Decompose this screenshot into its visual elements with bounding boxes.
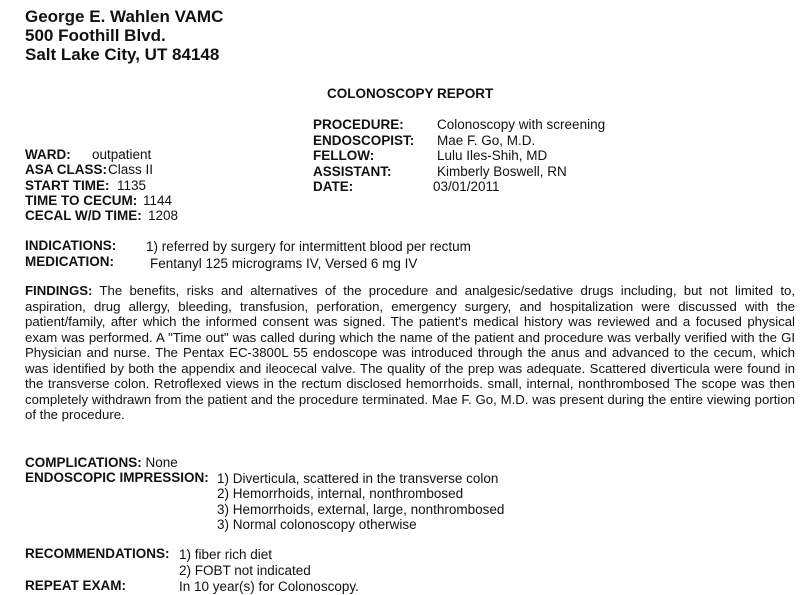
endoscopist-value: Mae F. Go, M.D. [437,133,536,148]
date-value: 03/01/2011 [433,179,500,194]
fellow-label: FELLOW: [313,148,375,163]
impression-item: 3) Normal colonoscopy otherwise [217,517,417,532]
report-title: COLONOSCOPY REPORT [327,86,494,101]
time-to-cecum-value: 1144 [143,193,173,208]
fellow-value: Lulu Iles-Shih, MD [437,148,548,163]
complications [25,455,178,471]
impression-label: ENDOSCOPIC IMPRESSION: [25,470,209,485]
facility-address: 500 Foothill Blvd. [25,26,166,45]
recommendation-item: 1) fiber rich diet [179,547,273,562]
start-time-value: 1135 [117,178,147,193]
asa-class-label: ASA CLASS: [25,162,108,177]
findings-paragraph [25,283,795,423]
ward-label: WARD: [25,147,71,162]
findings-text: The benefits, risks and alternatives of the procedure and analgesic/sedative drugs including, but not limited to, aspiration, drug allergy, bleeding, transfusion, perforation, emergency surgery, and hospitalization were discussed with the patient/family, after which the informed consent was signed. The patient's medical history was reviewed and a focused physical exam was performed. A "Time out" was called during which the name of the patient and procedure was verbally verified with the GI Physician and nurse. The Pentax EC-3800L 55 endoscope was introduced through the anus and advanced to the cecum, which was identified by both the appendix and ileocecal valve. The quality of the prep was adequate. Scattered diverticula were found in the transverse colon. Retroflexed views in the rectum disclosed hemorrhoids. small, internal, nonthrombosed The scope was then completely withdrawn from the patient and the procedure terminated. Mae F. Go, M.D. was present during the entire viewing portion of the procedure. [25,283,795,422]
procedure-label: PROCEDURE: [313,117,404,132]
impression-item: 2) Hemorrhoids, internal, nonthrombosed [217,486,464,501]
impression-item: 1) Diverticula, scattered in the transverse colon [217,471,499,486]
asa-class-value: Class II [108,162,154,177]
ward-value: outpatient [92,147,152,162]
procedure-value: Colonoscopy with screening [437,117,606,132]
cecal-wd-time-value: 1208 [148,208,179,223]
date-label: DATE: [313,179,354,194]
impression-item: 3) Hemorrhoids, external, large, nonthrombosed [217,502,505,517]
recommendation-item: 2) FOBT not indicated [179,563,311,578]
time-to-cecum-label: TIME TO CECUM: [25,193,138,208]
repeat-exam-value: In 10 year(s) for Colonoscopy. [179,579,359,594]
findings-label: FINDINGS: [25,283,93,298]
assistant-label: ASSISTANT: [313,164,392,179]
assistant-value: Kimberly Boswell, RN [437,164,567,179]
medication-label: MEDICATION: [25,254,114,269]
facility-city: Salt Lake City, UT 84148 [25,45,220,64]
repeat-exam-label: REPEAT EXAM: [25,578,127,593]
endoscopist-label: ENDOSCOPIST: [313,133,415,148]
complications-label: COMPLICATIONS: [25,455,142,470]
indications-value: 1) referred by surgery for intermittent blood per rectum [146,239,471,254]
cecal-wd-time-label: CECAL W/D TIME: [25,208,142,223]
complications-value: None [145,455,178,470]
recommendations-label: RECOMMENDATIONS: [25,546,170,561]
indications-label: INDICATIONS: [25,238,117,253]
medication-value: Fentanyl 125 micrograms IV, Versed 6 mg IV [150,256,418,271]
facility-name: George E. Wahlen VAMC [25,7,224,26]
start-time-label: START TIME: [25,178,110,193]
